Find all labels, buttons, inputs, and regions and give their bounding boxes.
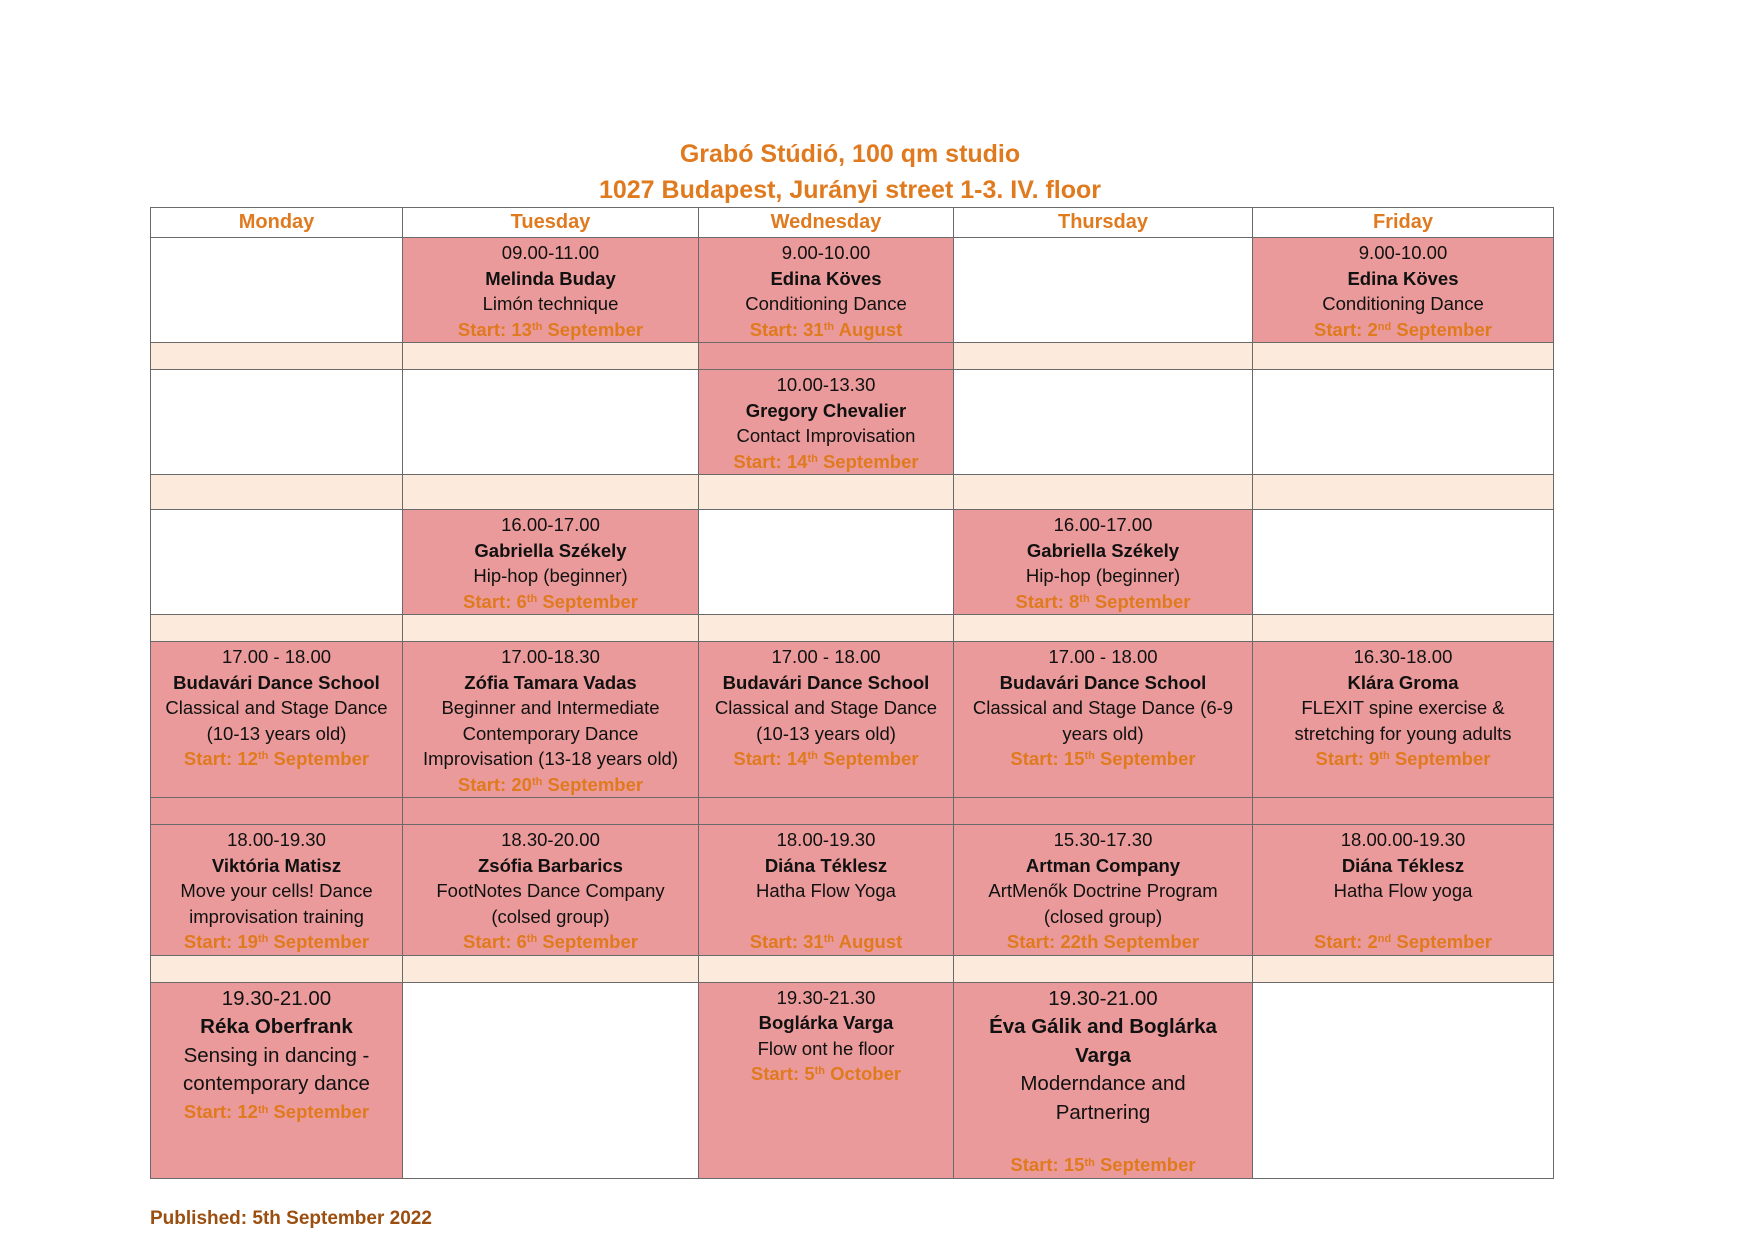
schedule-row bbox=[151, 982, 1554, 1179]
start-day: 12 bbox=[237, 748, 258, 769]
class-slot-thursday bbox=[954, 510, 1253, 615]
start-day: 15 bbox=[1063, 748, 1085, 769]
start-day-suffix: th bbox=[1084, 1157, 1095, 1169]
start-day-suffix: th bbox=[257, 1103, 269, 1116]
day-header-thursday: Thursday bbox=[954, 208, 1253, 238]
gap-cell bbox=[1253, 615, 1554, 642]
start-date bbox=[403, 317, 698, 343]
gap-cell bbox=[403, 798, 699, 825]
gap-cell bbox=[699, 798, 954, 825]
start-day: 2 bbox=[1367, 930, 1378, 952]
class-time: 18.30-20.00 bbox=[501, 829, 600, 850]
start-day-suffix: th bbox=[1379, 750, 1390, 762]
start-prefix: Start: bbox=[750, 1063, 805, 1084]
class-name: Contact Improvisation bbox=[736, 425, 916, 446]
class-name: Flow ont he floor bbox=[757, 1037, 895, 1059]
start-prefix: Start: bbox=[733, 450, 787, 472]
gap-cell bbox=[1253, 343, 1554, 370]
start-day-suffix: th bbox=[1079, 592, 1090, 605]
day-header-row bbox=[151, 208, 1554, 238]
teacher-name: Boglárka Varga bbox=[758, 1012, 894, 1033]
gap-row bbox=[151, 343, 1554, 370]
class-name: Contemporary Dance bbox=[462, 722, 639, 744]
start-date bbox=[699, 929, 953, 955]
start-day: 6 bbox=[516, 590, 527, 612]
start-prefix: Start: bbox=[1314, 318, 1368, 340]
start-day: 8 bbox=[1069, 590, 1080, 612]
start-prefix: Start: bbox=[457, 318, 512, 340]
class-name: Hip-hop (beginner) bbox=[473, 565, 628, 586]
gap-cell bbox=[151, 955, 403, 982]
start-month: September bbox=[822, 748, 919, 769]
teacher-name: Zófia Tamara Vadas bbox=[464, 671, 637, 693]
day-header-tuesday: Tuesday bbox=[403, 208, 699, 238]
start-month: September bbox=[542, 590, 638, 612]
class-name: Hatha Flow yoga bbox=[1333, 880, 1473, 901]
gap-cell bbox=[1253, 798, 1554, 825]
class-slot-thursday bbox=[954, 825, 1253, 956]
empty-slot-tuesday bbox=[403, 370, 699, 475]
class-time: 19.30-21.00 bbox=[221, 986, 332, 1010]
teacher-name: Klára Groma bbox=[1347, 671, 1459, 693]
class-name: Hip-hop (beginner) bbox=[1025, 565, 1181, 586]
class-slot-wednesday bbox=[699, 982, 954, 1179]
teacher-name: Gabriella Székely bbox=[1026, 539, 1180, 561]
start-day-suffix: nd bbox=[1377, 320, 1392, 333]
start-day-suffix: th bbox=[823, 932, 835, 945]
class-time: 19.30-21.30 bbox=[776, 986, 876, 1008]
start-day: 5 bbox=[804, 1063, 815, 1084]
gap-cell bbox=[403, 343, 699, 370]
start-month: September bbox=[273, 931, 370, 952]
start-month: August bbox=[838, 930, 903, 952]
class-time: 17.00 - 18.00 bbox=[221, 646, 332, 667]
class-time: 9.00-10.00 bbox=[781, 242, 871, 263]
start-date bbox=[1253, 929, 1553, 955]
start-day: 14 bbox=[786, 748, 808, 769]
class-name: (10-13 years old) bbox=[206, 722, 347, 744]
teacher-name: Gregory Chevalier bbox=[745, 399, 907, 421]
class-name: (10-13 years old) bbox=[756, 722, 896, 744]
class-name: Classical and Stage Dance (6-9 bbox=[972, 697, 1234, 718]
class-name: Moderndance and bbox=[1020, 1072, 1186, 1095]
schedule-body bbox=[151, 238, 1554, 1179]
teacher-name: Varga bbox=[1075, 1043, 1131, 1067]
start-date bbox=[699, 449, 953, 475]
schedule-row bbox=[151, 370, 1554, 475]
teacher-name: Edina Köves bbox=[1347, 267, 1459, 289]
start-date bbox=[954, 746, 1252, 772]
class-name: (colsed group) bbox=[491, 905, 610, 927]
start-month: October bbox=[830, 1063, 902, 1084]
class-slot-wednesday bbox=[699, 238, 954, 343]
start-date bbox=[699, 317, 953, 343]
start-month: September bbox=[547, 773, 644, 795]
start-day-suffix: th bbox=[526, 933, 538, 945]
start-day: 2 bbox=[1367, 318, 1378, 340]
schedule-row bbox=[151, 510, 1554, 615]
gap-cell bbox=[151, 475, 403, 510]
start-day: 20 bbox=[511, 773, 532, 795]
start-month: September bbox=[822, 450, 919, 472]
class-slot-wednesday bbox=[699, 825, 954, 956]
class-name: Move your cells! Dance bbox=[180, 880, 373, 901]
class-time: 10.00-13.30 bbox=[776, 374, 876, 395]
schedule-title bbox=[150, 136, 1550, 208]
class-time: 18.00-19.30 bbox=[227, 829, 326, 850]
start-date bbox=[954, 1152, 1252, 1178]
class-name: (closed group) bbox=[1043, 905, 1163, 927]
start-month: September bbox=[542, 931, 638, 952]
empty-slot-tuesday bbox=[403, 982, 699, 1179]
start-prefix: Start: bbox=[457, 773, 512, 795]
start-day-suffix: th bbox=[257, 750, 269, 762]
start-day-suffix: th bbox=[531, 320, 543, 333]
start-prefix: Start: bbox=[1314, 930, 1368, 952]
start-date bbox=[699, 746, 953, 772]
class-name: years old) bbox=[1062, 722, 1144, 744]
class-name: FLEXIT spine exercise & bbox=[1301, 697, 1505, 718]
title-studio: Grabó Stúdió, 100 qm studio bbox=[679, 140, 1021, 168]
class-slot-friday bbox=[1253, 642, 1554, 798]
start-month: September bbox=[1396, 318, 1492, 340]
class-name: Improvisation (13-18 years old) bbox=[423, 748, 678, 769]
class-slot-tuesday bbox=[403, 510, 699, 615]
class-name: contemporary dance bbox=[183, 1072, 370, 1095]
class-name: Classical and Stage Dance bbox=[714, 697, 938, 718]
gap-cell bbox=[403, 615, 699, 642]
start-prefix: Start: bbox=[1015, 590, 1069, 612]
class-time: 19.30-21.00 bbox=[1048, 986, 1158, 1010]
teacher-name: Budavári Dance School bbox=[173, 671, 380, 693]
class-time: 17.00 - 18.00 bbox=[1048, 646, 1158, 667]
teacher-name: Artman Company bbox=[1025, 854, 1181, 876]
schedule-table bbox=[150, 207, 1554, 1179]
start-day-suffix: th bbox=[257, 933, 269, 945]
teacher-name: Melinda Buday bbox=[485, 267, 616, 289]
start-date bbox=[1253, 746, 1553, 772]
class-time: 17.00-18.30 bbox=[501, 646, 600, 667]
teacher-name: Gabriella Székely bbox=[474, 539, 627, 561]
class-name: Hatha Flow Yoga bbox=[756, 880, 896, 901]
start-day: 13 bbox=[511, 318, 532, 340]
start-date bbox=[151, 1099, 402, 1125]
empty-slot-monday bbox=[151, 510, 403, 615]
start-day: 12 bbox=[237, 1100, 258, 1122]
schedule-row bbox=[151, 825, 1554, 956]
gap-cell bbox=[151, 343, 403, 370]
class-name: Limón technique bbox=[482, 293, 619, 314]
gap-cell bbox=[1253, 955, 1554, 982]
class-slot-monday bbox=[151, 825, 403, 956]
teacher-name: Zsófia Barbarics bbox=[478, 854, 623, 876]
gap-cell bbox=[954, 615, 1253, 642]
start-month: September bbox=[1099, 748, 1196, 769]
empty-slot-friday bbox=[1253, 982, 1554, 1179]
start-date bbox=[151, 746, 402, 772]
start-day-suffix: nd bbox=[1377, 932, 1392, 945]
schedule-row bbox=[151, 642, 1554, 798]
day-header-friday: Friday bbox=[1253, 208, 1554, 238]
gap-cell bbox=[954, 798, 1253, 825]
class-slot-tuesday bbox=[403, 238, 699, 343]
start-date bbox=[403, 772, 698, 798]
start-prefix: Start: bbox=[749, 318, 804, 340]
start-month: September bbox=[1394, 748, 1491, 769]
start-prefix: Start: bbox=[1010, 748, 1064, 769]
gap-row bbox=[151, 955, 1554, 982]
start-prefix: Start: bbox=[1315, 748, 1369, 769]
class-slot-monday bbox=[151, 982, 403, 1179]
gap-cell bbox=[954, 475, 1253, 510]
start-date bbox=[954, 589, 1252, 615]
start-prefix: Start: bbox=[733, 748, 787, 769]
title-address: 1027 Budapest, Jurányi street 1-3. IV. floor bbox=[598, 176, 1102, 204]
gap-cell bbox=[954, 343, 1253, 370]
gap-cell bbox=[699, 615, 954, 642]
start-prefix: Start: bbox=[183, 931, 238, 952]
gap-cell bbox=[403, 475, 699, 510]
gap-cell bbox=[151, 615, 403, 642]
start-day: 9 bbox=[1369, 748, 1380, 769]
empty-slot-friday bbox=[1253, 510, 1554, 615]
class-time: 16.00-17.00 bbox=[1053, 514, 1153, 535]
start-month: August bbox=[838, 318, 903, 340]
start-date bbox=[1253, 317, 1553, 343]
start-day: 31 bbox=[803, 318, 824, 340]
start-day-suffix: th bbox=[814, 1065, 826, 1077]
start-month: September bbox=[1396, 930, 1492, 952]
teacher-name: Réka Oberfrank bbox=[200, 1015, 353, 1038]
gap-row bbox=[151, 615, 1554, 642]
teacher-name: Diána Téklesz bbox=[1341, 854, 1465, 876]
start-day: 6 bbox=[516, 931, 527, 952]
class-time: 09.00-11.00 bbox=[501, 242, 600, 263]
start-prefix: Start: bbox=[749, 930, 804, 952]
class-time: 18.00-19.30 bbox=[776, 829, 876, 850]
empty-slot-monday bbox=[151, 238, 403, 343]
gap-cell bbox=[403, 955, 699, 982]
class-slot-thursday bbox=[954, 982, 1253, 1179]
class-name: Conditioning Dance bbox=[1322, 293, 1484, 314]
schedule-row bbox=[151, 238, 1554, 343]
start-day: 14 bbox=[786, 450, 808, 472]
class-name: FootNotes Dance Company bbox=[436, 880, 665, 901]
gap-cell bbox=[954, 955, 1253, 982]
published-date: Published: 5th September 2022 bbox=[150, 1208, 432, 1229]
empty-slot-thursday bbox=[954, 370, 1253, 475]
class-time: 16.00-17.00 bbox=[501, 514, 600, 535]
gap-cell bbox=[1253, 475, 1554, 510]
empty-slot-monday bbox=[151, 370, 403, 475]
gap-cell bbox=[151, 798, 403, 825]
day-header-monday: Monday bbox=[151, 208, 403, 238]
teacher-name: Budavári Dance School bbox=[999, 671, 1207, 693]
start-day-suffix: th bbox=[823, 320, 835, 333]
start-date bbox=[403, 929, 698, 955]
start-date bbox=[699, 1061, 953, 1087]
start-month: September bbox=[1094, 590, 1191, 612]
start-day-suffix: th bbox=[1084, 750, 1095, 762]
empty-slot-friday bbox=[1253, 370, 1554, 475]
teacher-name: Éva Gálik and Boglárka bbox=[989, 1015, 1217, 1038]
start-day-suffix: th bbox=[531, 775, 543, 788]
start-prefix: Start: bbox=[463, 590, 517, 612]
empty-slot-thursday bbox=[954, 238, 1253, 343]
class-slot-tuesday bbox=[403, 825, 699, 956]
start-month: September bbox=[273, 1100, 370, 1122]
class-name: Beginner and Intermediate bbox=[441, 697, 660, 718]
start-month: September bbox=[273, 748, 370, 769]
teacher-name: Edina Köves bbox=[770, 267, 882, 289]
start-date: Start: 22th September bbox=[1006, 931, 1200, 952]
start-day-suffix: th bbox=[807, 452, 818, 465]
gap-cell bbox=[699, 955, 954, 982]
class-time: 16.30-18.00 bbox=[1353, 646, 1453, 667]
start-day: 19 bbox=[237, 931, 258, 952]
start-date bbox=[151, 929, 402, 955]
empty-slot-wednesday bbox=[699, 510, 954, 615]
start-date bbox=[403, 589, 698, 615]
gap-cell bbox=[699, 475, 954, 510]
start-month: September bbox=[1099, 1154, 1196, 1175]
teacher-name: Diána Téklesz bbox=[764, 854, 888, 876]
start-prefix: Start: bbox=[463, 931, 517, 952]
teacher-name: Budavári Dance School bbox=[722, 671, 930, 693]
class-name: Conditioning Dance bbox=[745, 293, 907, 314]
teacher-name: Viktória Matisz bbox=[211, 854, 342, 876]
class-name: Classical and Stage Dance bbox=[165, 697, 388, 718]
class-time: 9.00-10.00 bbox=[1358, 242, 1448, 263]
start-prefix: Start: bbox=[1010, 1154, 1064, 1175]
class-slot-monday bbox=[151, 642, 403, 798]
gap-row bbox=[151, 798, 1554, 825]
class-time: 18.00.00-19.30 bbox=[1340, 829, 1466, 850]
class-slot-tuesday bbox=[403, 642, 699, 798]
gap-row bbox=[151, 475, 1554, 510]
class-name: stretching for young adults bbox=[1294, 722, 1512, 744]
start-day: 15 bbox=[1063, 1154, 1085, 1175]
class-slot-thursday bbox=[954, 642, 1253, 798]
start-day-suffix: th bbox=[807, 750, 818, 762]
start-day: 31 bbox=[803, 930, 824, 952]
day-header-wednesday: Wednesday bbox=[699, 208, 954, 238]
class-slot-friday bbox=[1253, 238, 1554, 343]
gap-cell bbox=[699, 343, 954, 370]
start-prefix: Start: bbox=[183, 1100, 238, 1122]
class-slot-friday bbox=[1253, 825, 1554, 956]
start-prefix: Start: bbox=[183, 748, 238, 769]
class-time: 17.00 - 18.00 bbox=[771, 646, 881, 667]
class-slot-wednesday bbox=[699, 370, 954, 475]
class-name: ArtMenők Doctrine Program bbox=[988, 880, 1218, 901]
class-time: 15.30-17.30 bbox=[1053, 829, 1153, 850]
start-month: September bbox=[547, 318, 644, 340]
class-name: improvisation training bbox=[189, 905, 364, 927]
class-slot-wednesday bbox=[699, 642, 954, 798]
start-day-suffix: th bbox=[526, 592, 538, 605]
class-name: Partnering bbox=[1055, 1100, 1151, 1124]
class-name: Sensing in dancing - bbox=[183, 1043, 370, 1067]
